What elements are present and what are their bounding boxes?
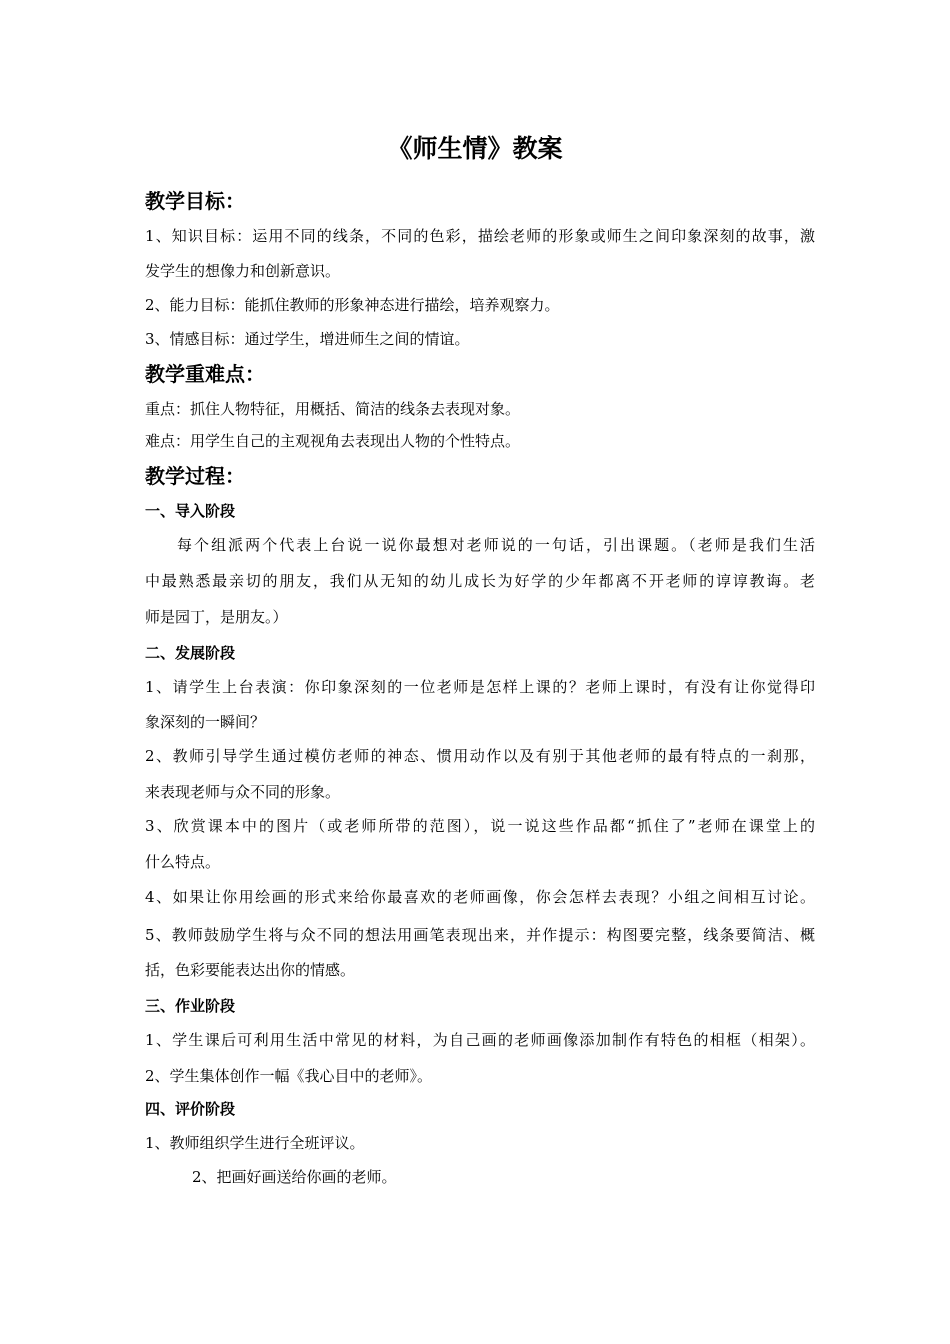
section-heading-process: 教学过程： <box>145 464 245 488</box>
stage-title: 二、发展阶段 <box>145 644 236 662</box>
stage-line: 1、学生课后可利用生活中常见的材料，为自己画的老师画像添加制作有特色的相框（相架）。 <box>145 1031 815 1049</box>
stage-title: 四、评价阶段 <box>145 1100 236 1118</box>
stage-line: 2、教师引导学生通过模仿老师的神态、惯用动作以及有别于其他老师的最有特点的一刹那， <box>145 747 815 765</box>
stage-line: 什么特点。 <box>145 853 221 871</box>
stage-line: 每个组派两个代表上台说一说你最想对老师说的一句话，引出课题。（老师是我们生活 <box>177 536 815 554</box>
document-title: 《师生情》教案 <box>387 134 563 163</box>
keypoint-line: 难点：用学生自己的主观视角去表现出人物的个性特点。 <box>145 432 521 450</box>
section-heading-keypoints: 教学重难点： <box>145 362 265 386</box>
objective-line: 发学生的想像力和创新意识。 <box>145 262 341 280</box>
stage-line: 1、请学生上台表演：你印象深刻的一位老师是怎样上课的？老师上课时，有没有让你觉得印 <box>145 678 815 696</box>
stage-line: 括，色彩要能表达出你的情感。 <box>145 961 356 979</box>
keypoint-line: 重点：抓住人物特征，用概括、简洁的线条去表现对象。 <box>145 400 521 418</box>
stage-line: 2、学生集体创作一幅《我心目中的老师》。 <box>145 1067 433 1085</box>
section-heading-objectives: 教学目标： <box>145 189 245 213</box>
objective-line: 2、能力目标：能抓住教师的形象神态进行描绘，培养观察力。 <box>145 296 560 314</box>
stage-line: 来表现老师与众不同的形象。 <box>145 783 341 801</box>
stage-line: 象深刻的一瞬间？ <box>145 713 266 731</box>
stage-line: 师是园丁，是朋友。） <box>145 608 288 626</box>
stage-line: 中最熟悉最亲切的朋友，我们从无知的幼儿成长为好学的少年都离不开老师的谆谆教诲。老 <box>145 572 815 590</box>
stage-title: 一、导入阶段 <box>145 502 236 520</box>
objective-line: 3、情感目标：通过学生，增进师生之间的情谊。 <box>145 330 470 348</box>
stage-line: 2、把画好画送给你画的老师。 <box>192 1168 397 1186</box>
stage-line: 1、教师组织学生进行全班评议。 <box>145 1134 365 1152</box>
stage-title: 三、作业阶段 <box>145 997 236 1015</box>
stage-line: 5、教师鼓励学生将与众不同的想法用画笔表现出来，并作提示：构图要完整，线条要简洁、概 <box>145 926 815 944</box>
stage-line: 3、欣赏课本中的图片（或老师所带的范图），说一说这些作品都“抓住了”老师在课堂上的 <box>145 817 815 835</box>
objective-line: 1、知识目标：运用不同的线条，不同的色彩，描绘老师的形象或师生之间印象深刻的故事，激 <box>145 227 815 245</box>
stage-line: 4、如果让你用绘画的形式来给你最喜欢的老师画像，你会怎样去表现？小组之间相互讨论。 <box>145 888 815 906</box>
